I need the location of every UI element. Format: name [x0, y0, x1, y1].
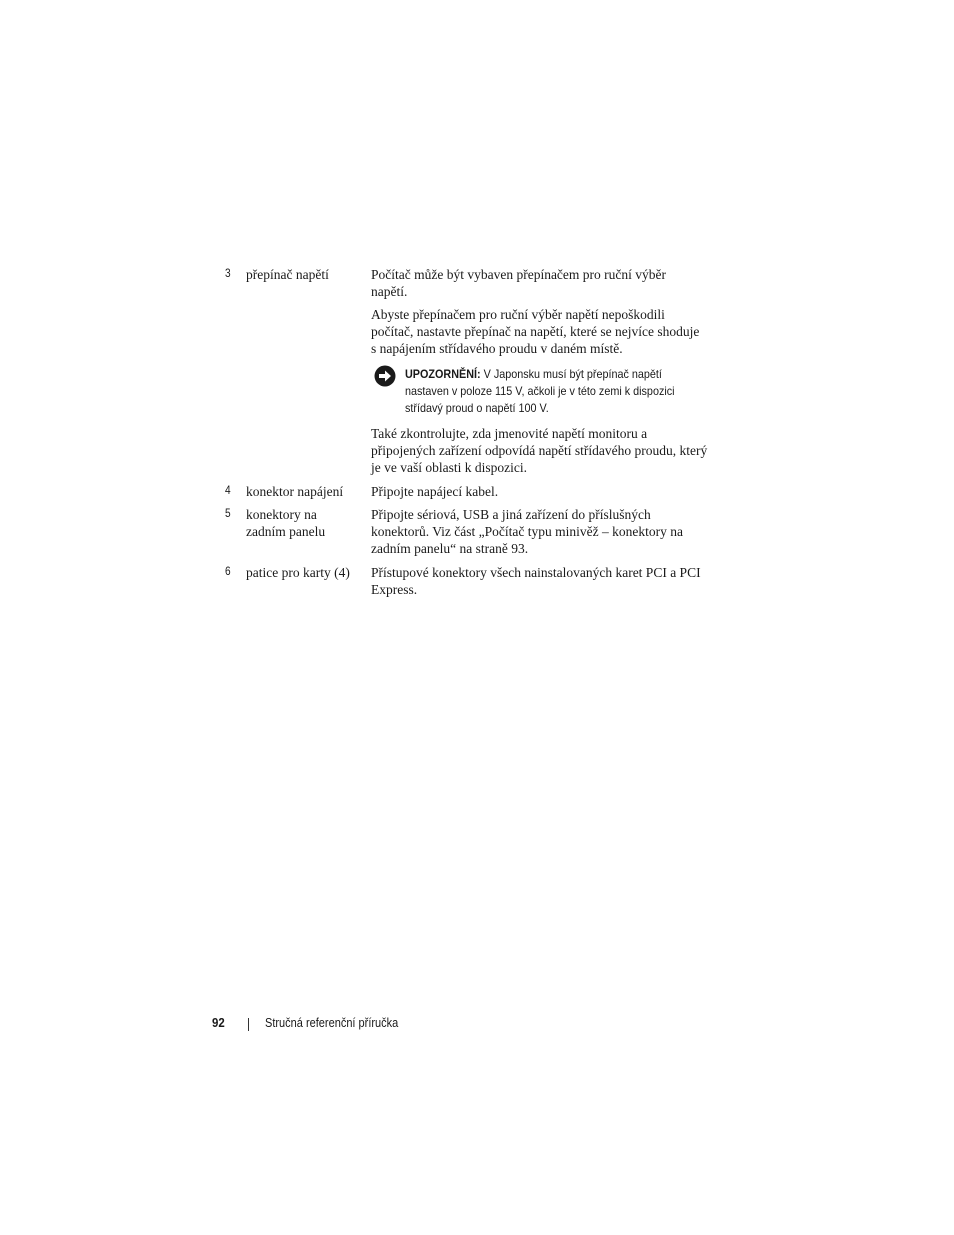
- row-description: Připojte napájecí kabel.: [371, 484, 499, 499]
- row-number: 5: [225, 508, 231, 520]
- notice-body: V Japonsku musí být přepínač napětí nastaven v poloze 115 V, ačkoli je v této zemi k dispozici střídavý proud o napětí 100 V.: [405, 367, 675, 415]
- row-number: 6: [225, 566, 231, 578]
- row-label: patice pro karty (4): [246, 565, 350, 580]
- description-paragraph: Také zkontrolujte, zda jmenovité napětí monitoru a připojených zařízení odpovídá napětí střídavého proudu, který je ve vaší oblasti k dispozici.: [371, 426, 708, 475]
- row-description: Připojte sériová, USB a jiná zařízení do příslušných konektorů. Viz část „Počítač typu minivěž – konektory na zadním panelu“ na straně 93.: [371, 507, 683, 556]
- row-number: 3: [225, 268, 231, 280]
- description-paragraph: Abyste přepínačem pro ruční výběr napětí nepoškodili počítač, nastavte přepínač na napětí, které se nejvíce shoduje s napájením střídavého proudu v daném místě.: [371, 307, 700, 356]
- row-description: Přístupové konektory všech nainstalovaných karet PCI a PCI Express.: [371, 565, 701, 597]
- footer-title: Stručná referenční příručka: [265, 1016, 399, 1030]
- row-description: [371, 266, 696, 300]
- description-paragraph: Počítač může být vybaven přepínačem pro ruční výběr napětí.: [371, 267, 667, 299]
- row-number: 4: [225, 485, 231, 497]
- arrow-right-circle-icon: [374, 365, 396, 387]
- row-description: [371, 425, 711, 476]
- page-number: 92: [212, 1015, 225, 1030]
- row-label: konektor napájení: [246, 484, 344, 499]
- footer-divider: [248, 1018, 249, 1031]
- row-label: konektory na zadním panelu: [246, 507, 326, 539]
- notice-title: UPOZORNĚNÍ:: [405, 367, 481, 381]
- row-description: [371, 306, 701, 357]
- notice-text-block: [405, 366, 702, 417]
- row-label: přepínač napětí: [246, 267, 329, 282]
